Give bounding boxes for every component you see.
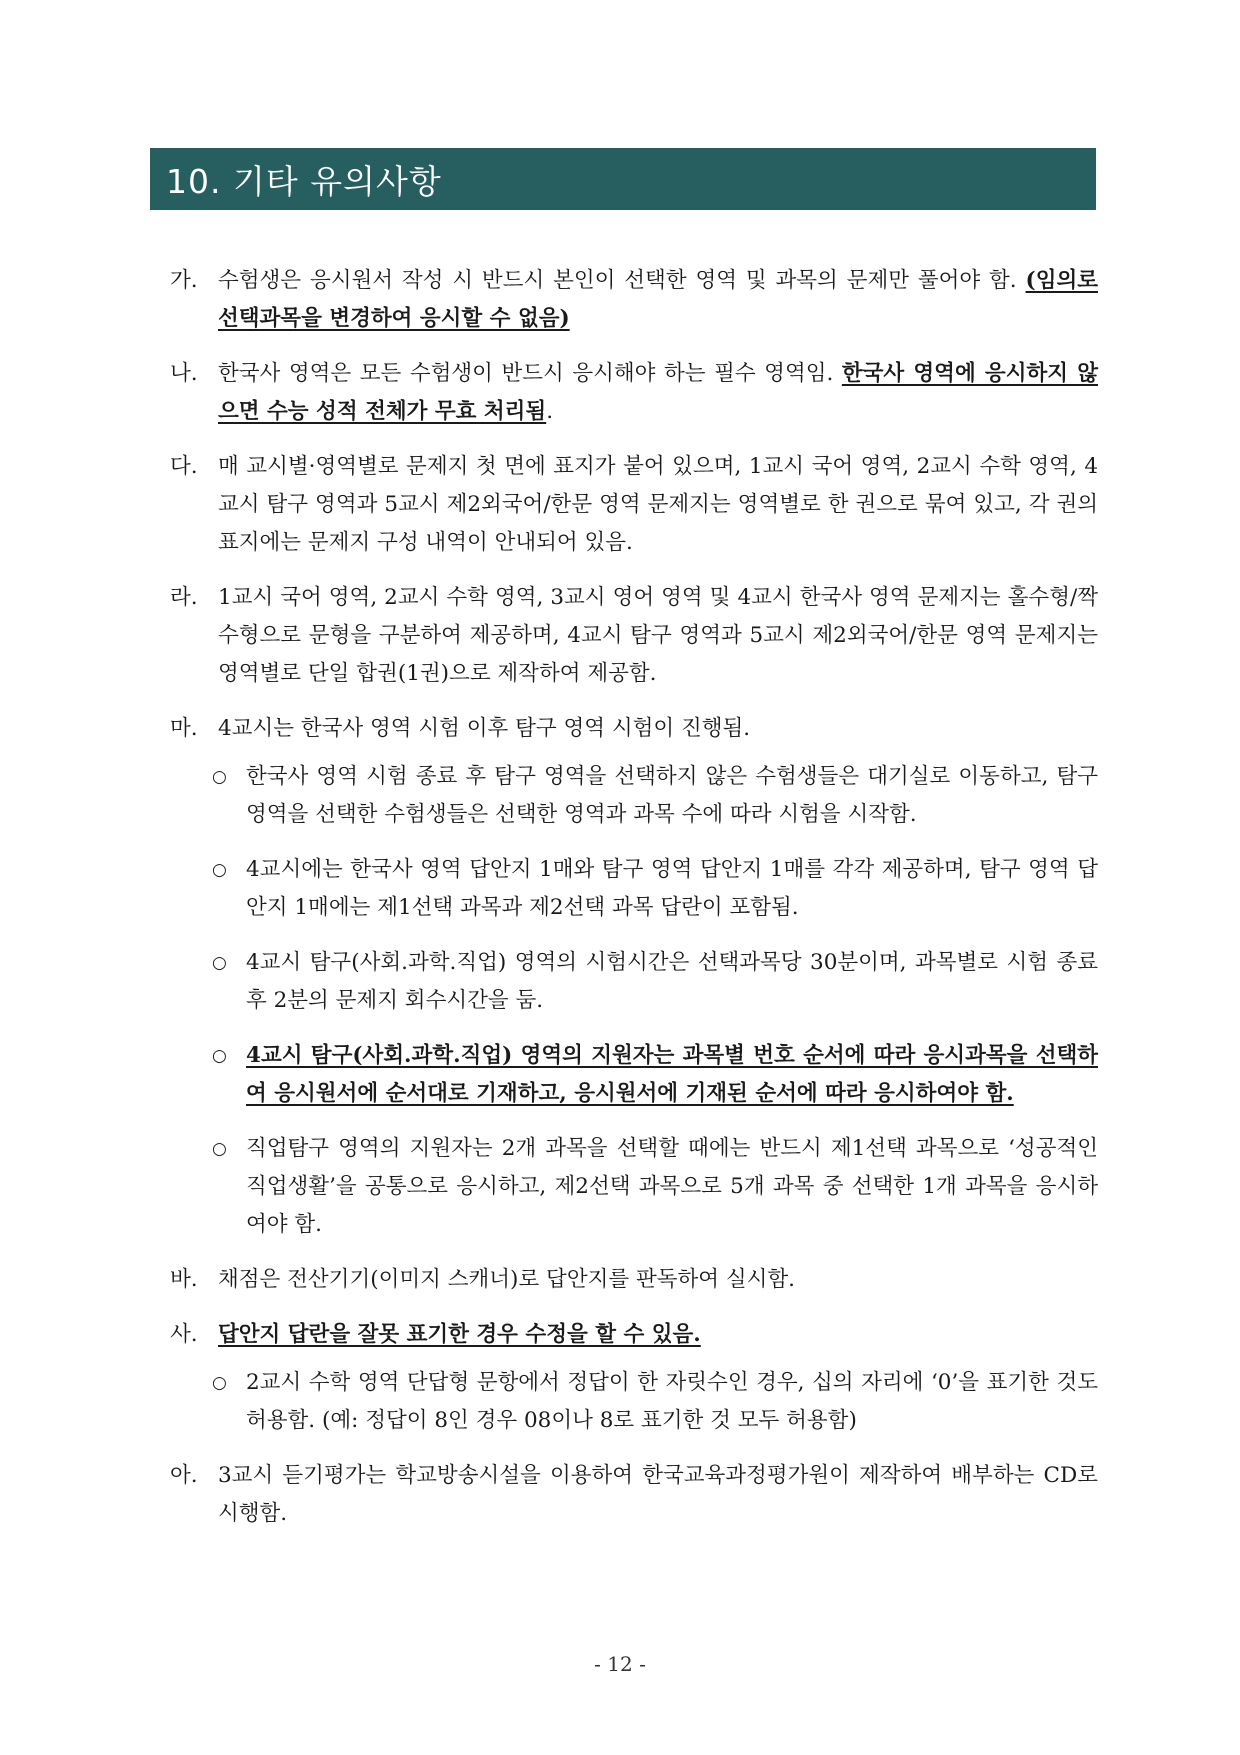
list-item: 바. 채점은 전산기기(이미지 스캐너)로 답안지를 판독하여 실시함. [170, 1261, 1098, 1299]
sub-item: ○ 4교시에는 한국사 영역 답안지 1매와 탐구 영역 답안지 1매를 각각 제공하며, 탐구 영역 답안지 1매에는 제1선택 과목과 제2선택 과목 답란이 포함됨. [170, 851, 1098, 927]
sub-item [170, 1037, 1098, 1113]
emphasis-text: (임의로 선택과목을 변경하여 응시할 수 없음) [218, 268, 1098, 331]
sub-item: ○ 직업탐구 영역의 지원자는 2개 과목을 선택할 때에는 반드시 제1선택 과목으로 ‘성공적인 직업생활’을 공통으로 응시하고, 제2선택 과목으로 5개 과목 중 선택한 1개 과목을 응시하여야 함. [170, 1130, 1098, 1244]
list-item: 다. 매 교시별·영역별로 문제지 첫 면에 표지가 붙어 있으며, 1교시 국어 영역, 2교시 수학 영역, 4교시 탐구 영역과 5교시 제2외국어/한문 영역 문제지는 영역별로 한 권으로 묶여 있고, 각 권의 표지에는 문제지 구성 내역이 안내되어 있음. [170, 448, 1098, 562]
bullet-icon: ○ [212, 1373, 227, 1393]
sub-item: ○ 2교시 수학 영역 단답형 문항에서 정답이 한 자릿수인 경우, 십의 자리에 ‘0’을 표기한 것도 허용함. (예: 정답이 8인 경우 08이나 8로 표기한 것 모두 허용함) [170, 1364, 1098, 1440]
list-item [170, 1316, 1098, 1354]
notice-list [170, 262, 1098, 1550]
item-marker: 다. [170, 454, 198, 479]
bullet-icon: ○ [212, 860, 227, 880]
emphasis-text: 4교시 탐구(사회.과학.직업) 영역의 지원자는 과목별 번호 순서에 따라 응시과목을 선택하여 응시원서에 순서대로 기재하고, 응시원서에 기재된 순서에 따라 응시하여야 함. [246, 1043, 1098, 1106]
bullet-icon: ○ [212, 953, 227, 973]
page-number: - 12 - [594, 1652, 646, 1676]
bullet-icon: ○ [212, 1046, 227, 1066]
list-item: 나. 한국사 영역은 모든 수험생이 반드시 응시해야 하는 필수 영역임. 한국사 영역에 응시하지 않으면 수능 성적 전체가 무효 처리됨. [170, 355, 1098, 431]
item-marker: 가. [170, 268, 198, 293]
bullet-icon: ○ [212, 1139, 227, 1159]
item-marker: 아. [170, 1463, 198, 1488]
emphasis-text: 한국사 영역에 응시하지 않으면 수능 성적 전체가 무효 처리됨 [218, 361, 1098, 424]
item-marker: 마. [170, 716, 198, 741]
section-title: 10. 기타 유의사항 [166, 161, 442, 201]
section-title-bar [150, 148, 1096, 210]
item-marker: 바. [170, 1267, 198, 1292]
item-marker: 라. [170, 585, 198, 610]
item-marker: 사. [170, 1322, 198, 1347]
list-item: 가. 수험생은 응시원서 작성 시 반드시 본인이 선택한 영역 및 과목의 문제만 풀어야 함. (임의로 선택과목을 변경하여 응시할 수 없음) [170, 262, 1098, 338]
bullet-icon: ○ [212, 767, 227, 787]
sub-item: ○ 한국사 영역 시험 종료 후 탐구 영역을 선택하지 않은 수험생들은 대기실로 이동하고, 탐구 영역을 선택한 수험생들은 선택한 영역과 과목 수에 따라 시험을 시작함. [170, 758, 1098, 834]
list-item: 마. 4교시는 한국사 영역 시험 이후 탐구 영역 시험이 진행됨. [170, 710, 1098, 748]
list-item: 라. 1교시 국어 영역, 2교시 수학 영역, 3교시 영어 영역 및 4교시 한국사 영역 문제지는 홀수형/짝수형으로 문형을 구분하여 제공하며, 4교시 탐구 영역과 5교시 제2외국어/한문 영역 문제지는 영역별로 단일 합권(1권)으로 제작하여 제공함. [170, 579, 1098, 693]
item-marker: 나. [170, 361, 198, 386]
sub-item: ○ 4교시 탐구(사회.과학.직업) 영역의 시험시간은 선택과목당 30분이며, 과목별로 시험 종료 후 2분의 문제지 회수시간을 둠. [170, 944, 1098, 1020]
list-item: 아. 3교시 듣기평가는 학교방송시설을 이용하여 한국교육과정평가원이 제작하여 배부하는 CD로 시행함. [170, 1457, 1098, 1533]
emphasis-text: 답안지 답란을 잘못 표기한 경우 수정을 할 수 있음. [218, 1322, 701, 1347]
